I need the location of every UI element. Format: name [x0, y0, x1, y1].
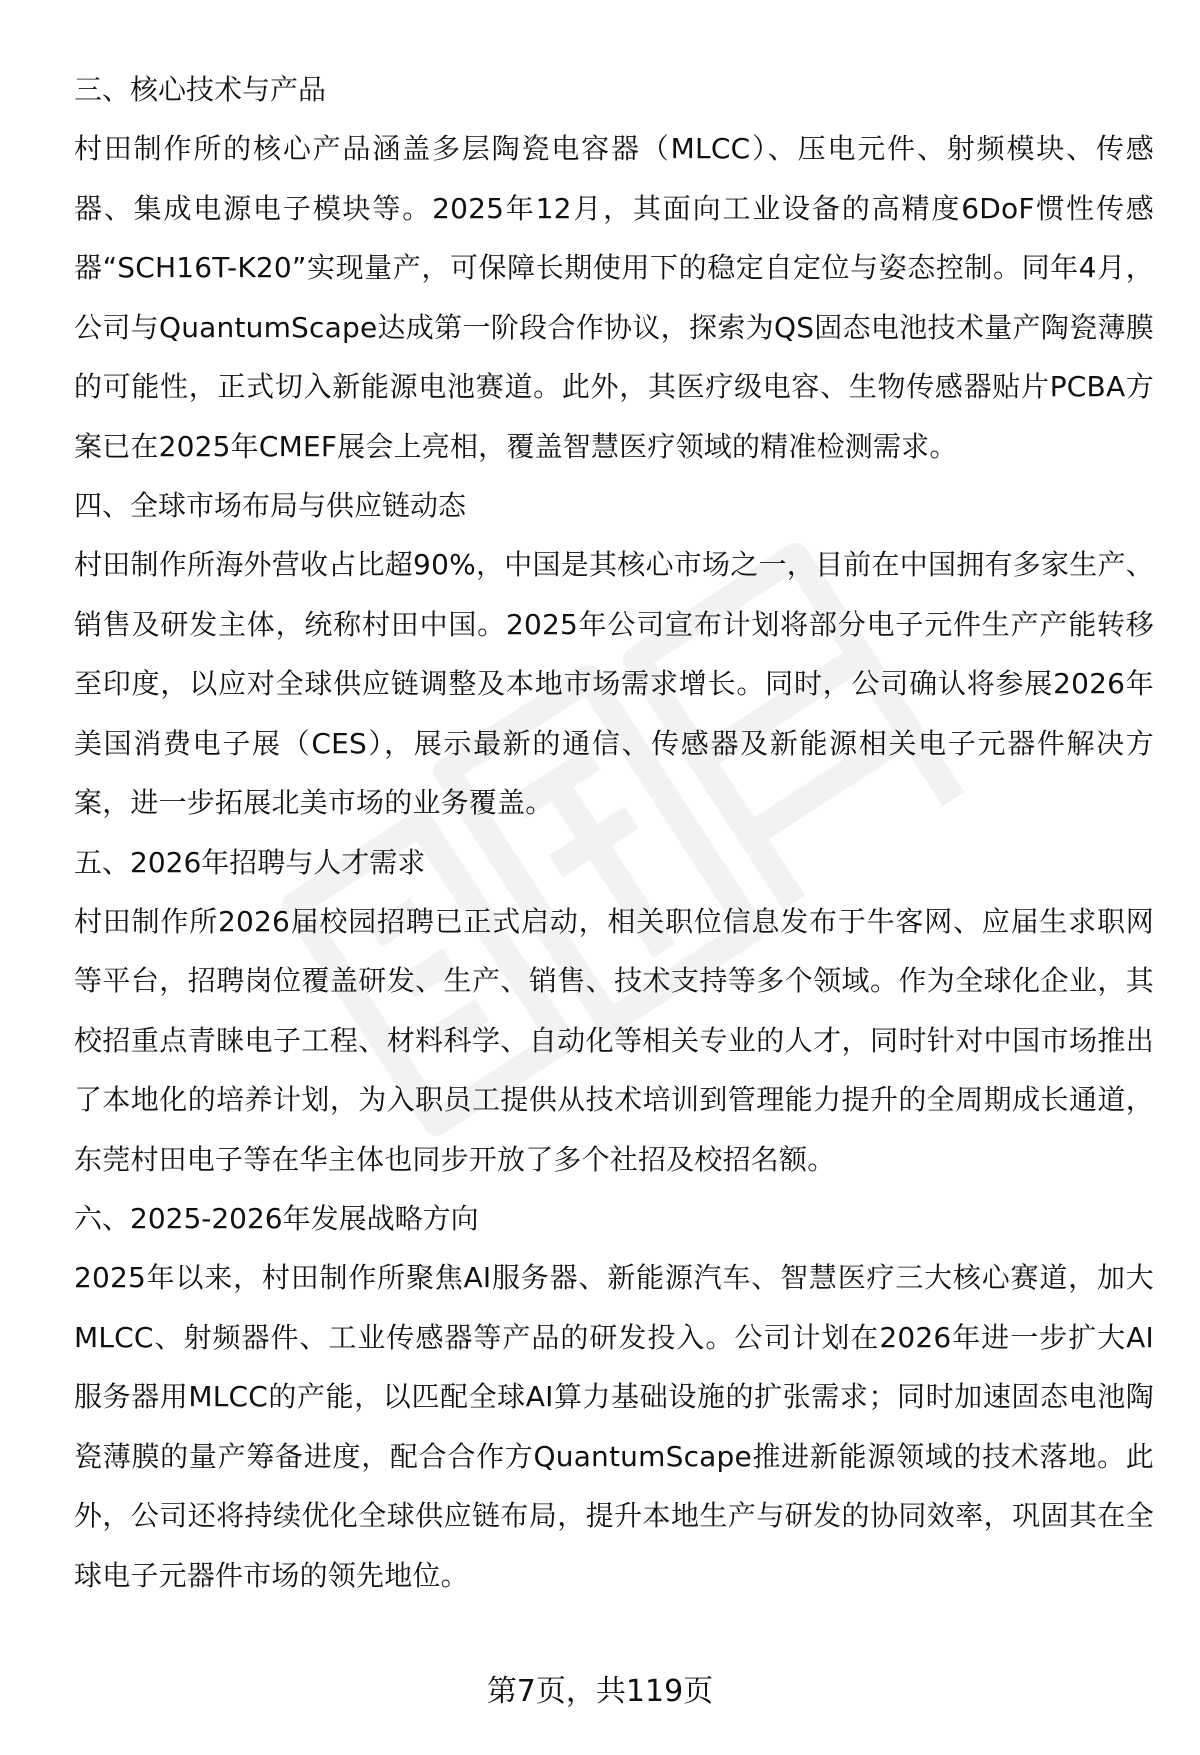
- document-body: [74, 60, 1154, 1605]
- section-heading: 四、全球市场布局与供应链动态: [74, 489, 467, 522]
- section-heading: 六、2025-2026年发展战略方向: [74, 1202, 479, 1235]
- section-strategy: [74, 1189, 1154, 1605]
- section-paragraph: 村田制作所2026届校园招聘已正式启动，相关职位信息发布于牛客网、应届生求职网等平台，招聘岗位覆盖研发、生产、销售、技术支持等多个领域。作为全球化企业，其校招重点青睐电子工程、材料科学、自动化等相关专业的人才，同时针对中国市场推出了本地化的培养计划，为入职员工提供从技术培训到管理能力提升的全周期成长通道，东莞村田电子等在华主体也同步开放了多个社招及校招名额。: [74, 904, 1154, 1176]
- section-paragraph: 村田制作所的核心产品涵盖多层陶瓷电容器（MLCC）、压电元件、射频模块、传感器、集成电源电子模块等。2025年12月，其面向工业设备的高精度6DoF惯性传感器“SCH16T-K20”实现量产，可保障长期使用下的稳定自定位与姿态控制。同年4月，公司与QuantumScape达成第一阶段合作协议，探索为QS固态电池技术量产陶瓷薄膜的可能性，正式切入新能源电池赛道。此外，其医疗级电容、生物传感器贴片PCBA方案已在2025年CMEF展会上亮相，覆盖智慧医疗领域的精准检测需求。: [74, 132, 1154, 463]
- section-heading: 三、核心技术与产品: [74, 73, 327, 106]
- section-paragraph: 村田制作所海外营收占比超90%，中国是其核心市场之一，目前在中国拥有多家生产、销售及研发主体，统称村田中国。2025年公司宣布计划将部分电子元件生产产能转移至印度，以应对全球供应链调整及本地市场需求增长。同时，公司确认将参展2026年美国消费电子展（CES），展示最新的通信、传感器及新能源相关电子元器件解决方案，进一步拓展北美市场的业务覆盖。: [74, 548, 1154, 819]
- section-global-market: [74, 476, 1154, 833]
- page-number: 第7页，共119页: [486, 1674, 714, 1709]
- section-heading: 五、2026年招聘与人才需求: [74, 845, 426, 879]
- section-core-tech: [74, 60, 1154, 476]
- section-recruitment: [74, 833, 1154, 1190]
- section-paragraph: 2025年以来，村田制作所聚焦AI服务器、新能源汽车、智慧医疗三大核心赛道，加大MLCC、射频器件、工业传感器等产品的研发投入。公司计划在2026年进一步扩大AI服务器用MLCC的产能，以匹配全球AI算力基础设施的扩张需求；同时加速固态电池陶瓷薄膜的量产筹备进度，配合合作方QuantumScape推进新能源领域的技术落地。此外，公司还将持续优化全球供应链布局，提升本地生产与研发的协同效率，巩固其在全球电子元器件市场的领先地位。: [74, 1261, 1154, 1592]
